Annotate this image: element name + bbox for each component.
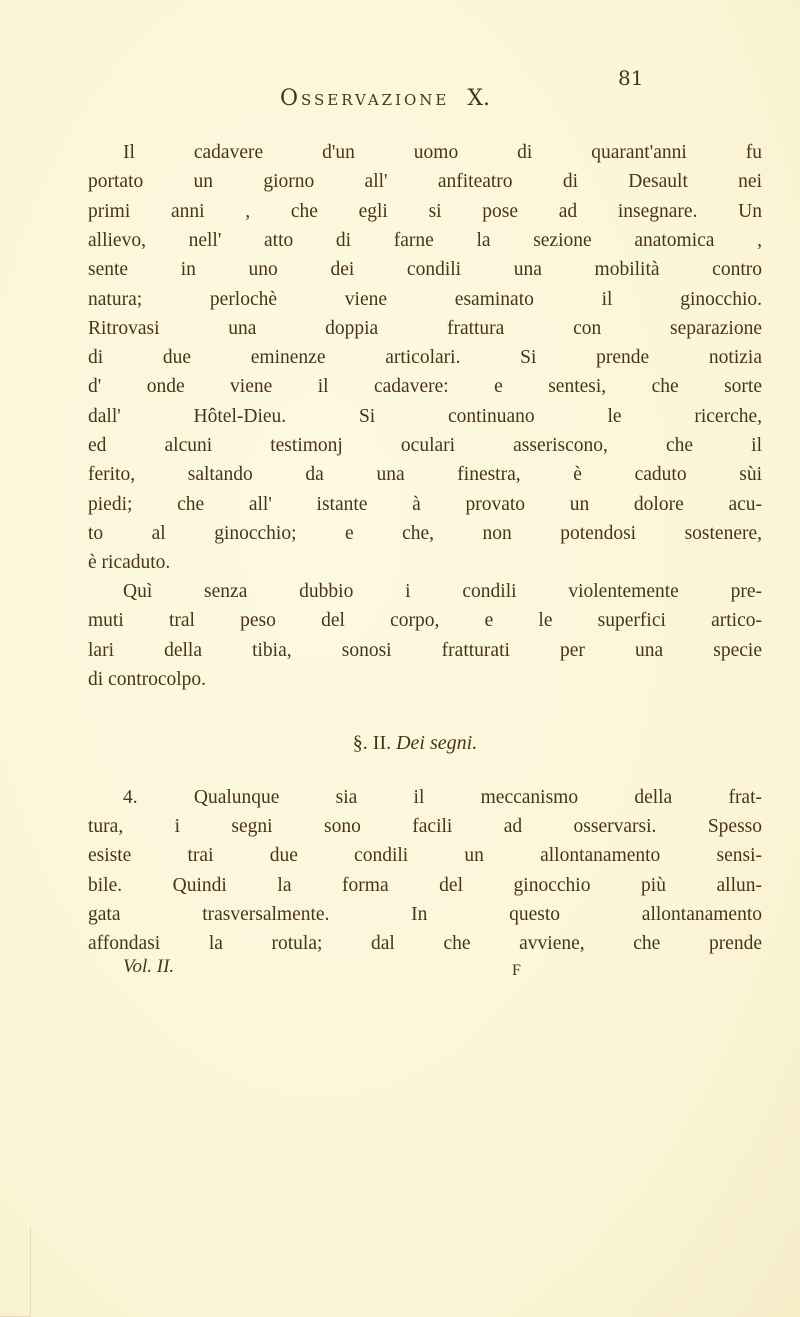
text-line: è ricaduto. bbox=[88, 552, 171, 574]
text-line: d' onde viene il cadavere: e sentesi, che sorte bbox=[88, 376, 762, 398]
chapter-title-text: Osservazione bbox=[279, 86, 450, 111]
text-line: ed alcuni testimonj oculari asseriscono, che il bbox=[88, 435, 762, 456]
text-line: Ritrovasi una doppia frattura con separazione bbox=[88, 317, 762, 339]
page-number: 81 bbox=[618, 66, 644, 90]
text-line: 4. Qualunque sia il meccanismo della frat- bbox=[123, 787, 762, 808]
chapter-numeral: X. bbox=[467, 86, 491, 111]
text-line: piedi; che all' istante à provato un dolore acu- bbox=[88, 493, 762, 515]
text-line: muti tral peso del corpo, e le superfici artico- bbox=[88, 610, 762, 632]
text-line: lari della tibia, sonosi fratturati per una specie bbox=[88, 639, 762, 661]
text-line: to al ginocchio; e che, non potendosi sostenere, bbox=[88, 522, 762, 544]
text-line: ferito, saltando da una finestra, è caduto sùi bbox=[88, 464, 762, 486]
signature-mark: F bbox=[512, 962, 521, 979]
text-line: esiste trai due condili un allontanamento sensi- bbox=[88, 845, 762, 867]
text-line: sente in uno dei condili una mobilità contro bbox=[88, 259, 762, 281]
section-prefix: §. II. bbox=[352, 732, 392, 754]
text-line: dall' Hôtel-Dieu. Si continuano le ricerche, bbox=[88, 405, 762, 427]
text-line: di due eminenze articolari. Si prende notizia bbox=[88, 347, 762, 369]
text-line: tura, i segni sono facili ad osservarsi. Spesso bbox=[88, 816, 762, 838]
text-line: gata trasversalmente. In questo allontanamento bbox=[88, 903, 762, 925]
text-line: Quì senza dubbio i condili violentemente pre- bbox=[123, 581, 762, 602]
section-heading bbox=[0, 732, 800, 755]
text-line: Il cadavere d'un uomo di quarant'anni fu bbox=[123, 142, 762, 163]
text-line: bile. Quindi la forma del ginocchio più allun- bbox=[88, 874, 762, 896]
text-line: di controcolpo. bbox=[88, 668, 207, 690]
text-line: affondasi la rotula; dal che avviene, che prende bbox=[88, 933, 762, 954]
text-line: natura; perlochè viene esaminato il ginocchio. bbox=[88, 288, 762, 310]
section-title: Dei segni. bbox=[396, 732, 478, 754]
text-line: allievo, nell' atto di farne la sezione anatomica , bbox=[88, 229, 762, 251]
text-line: primi anni , che egli si pose ad insegnare. Un bbox=[88, 200, 762, 222]
volume-label: Vol. II. bbox=[123, 956, 175, 977]
text-line: portato un giorno all' anfiteatro di Desault nei bbox=[88, 171, 762, 193]
chapter-title bbox=[0, 86, 800, 111]
page-edge bbox=[0, 1226, 31, 1317]
